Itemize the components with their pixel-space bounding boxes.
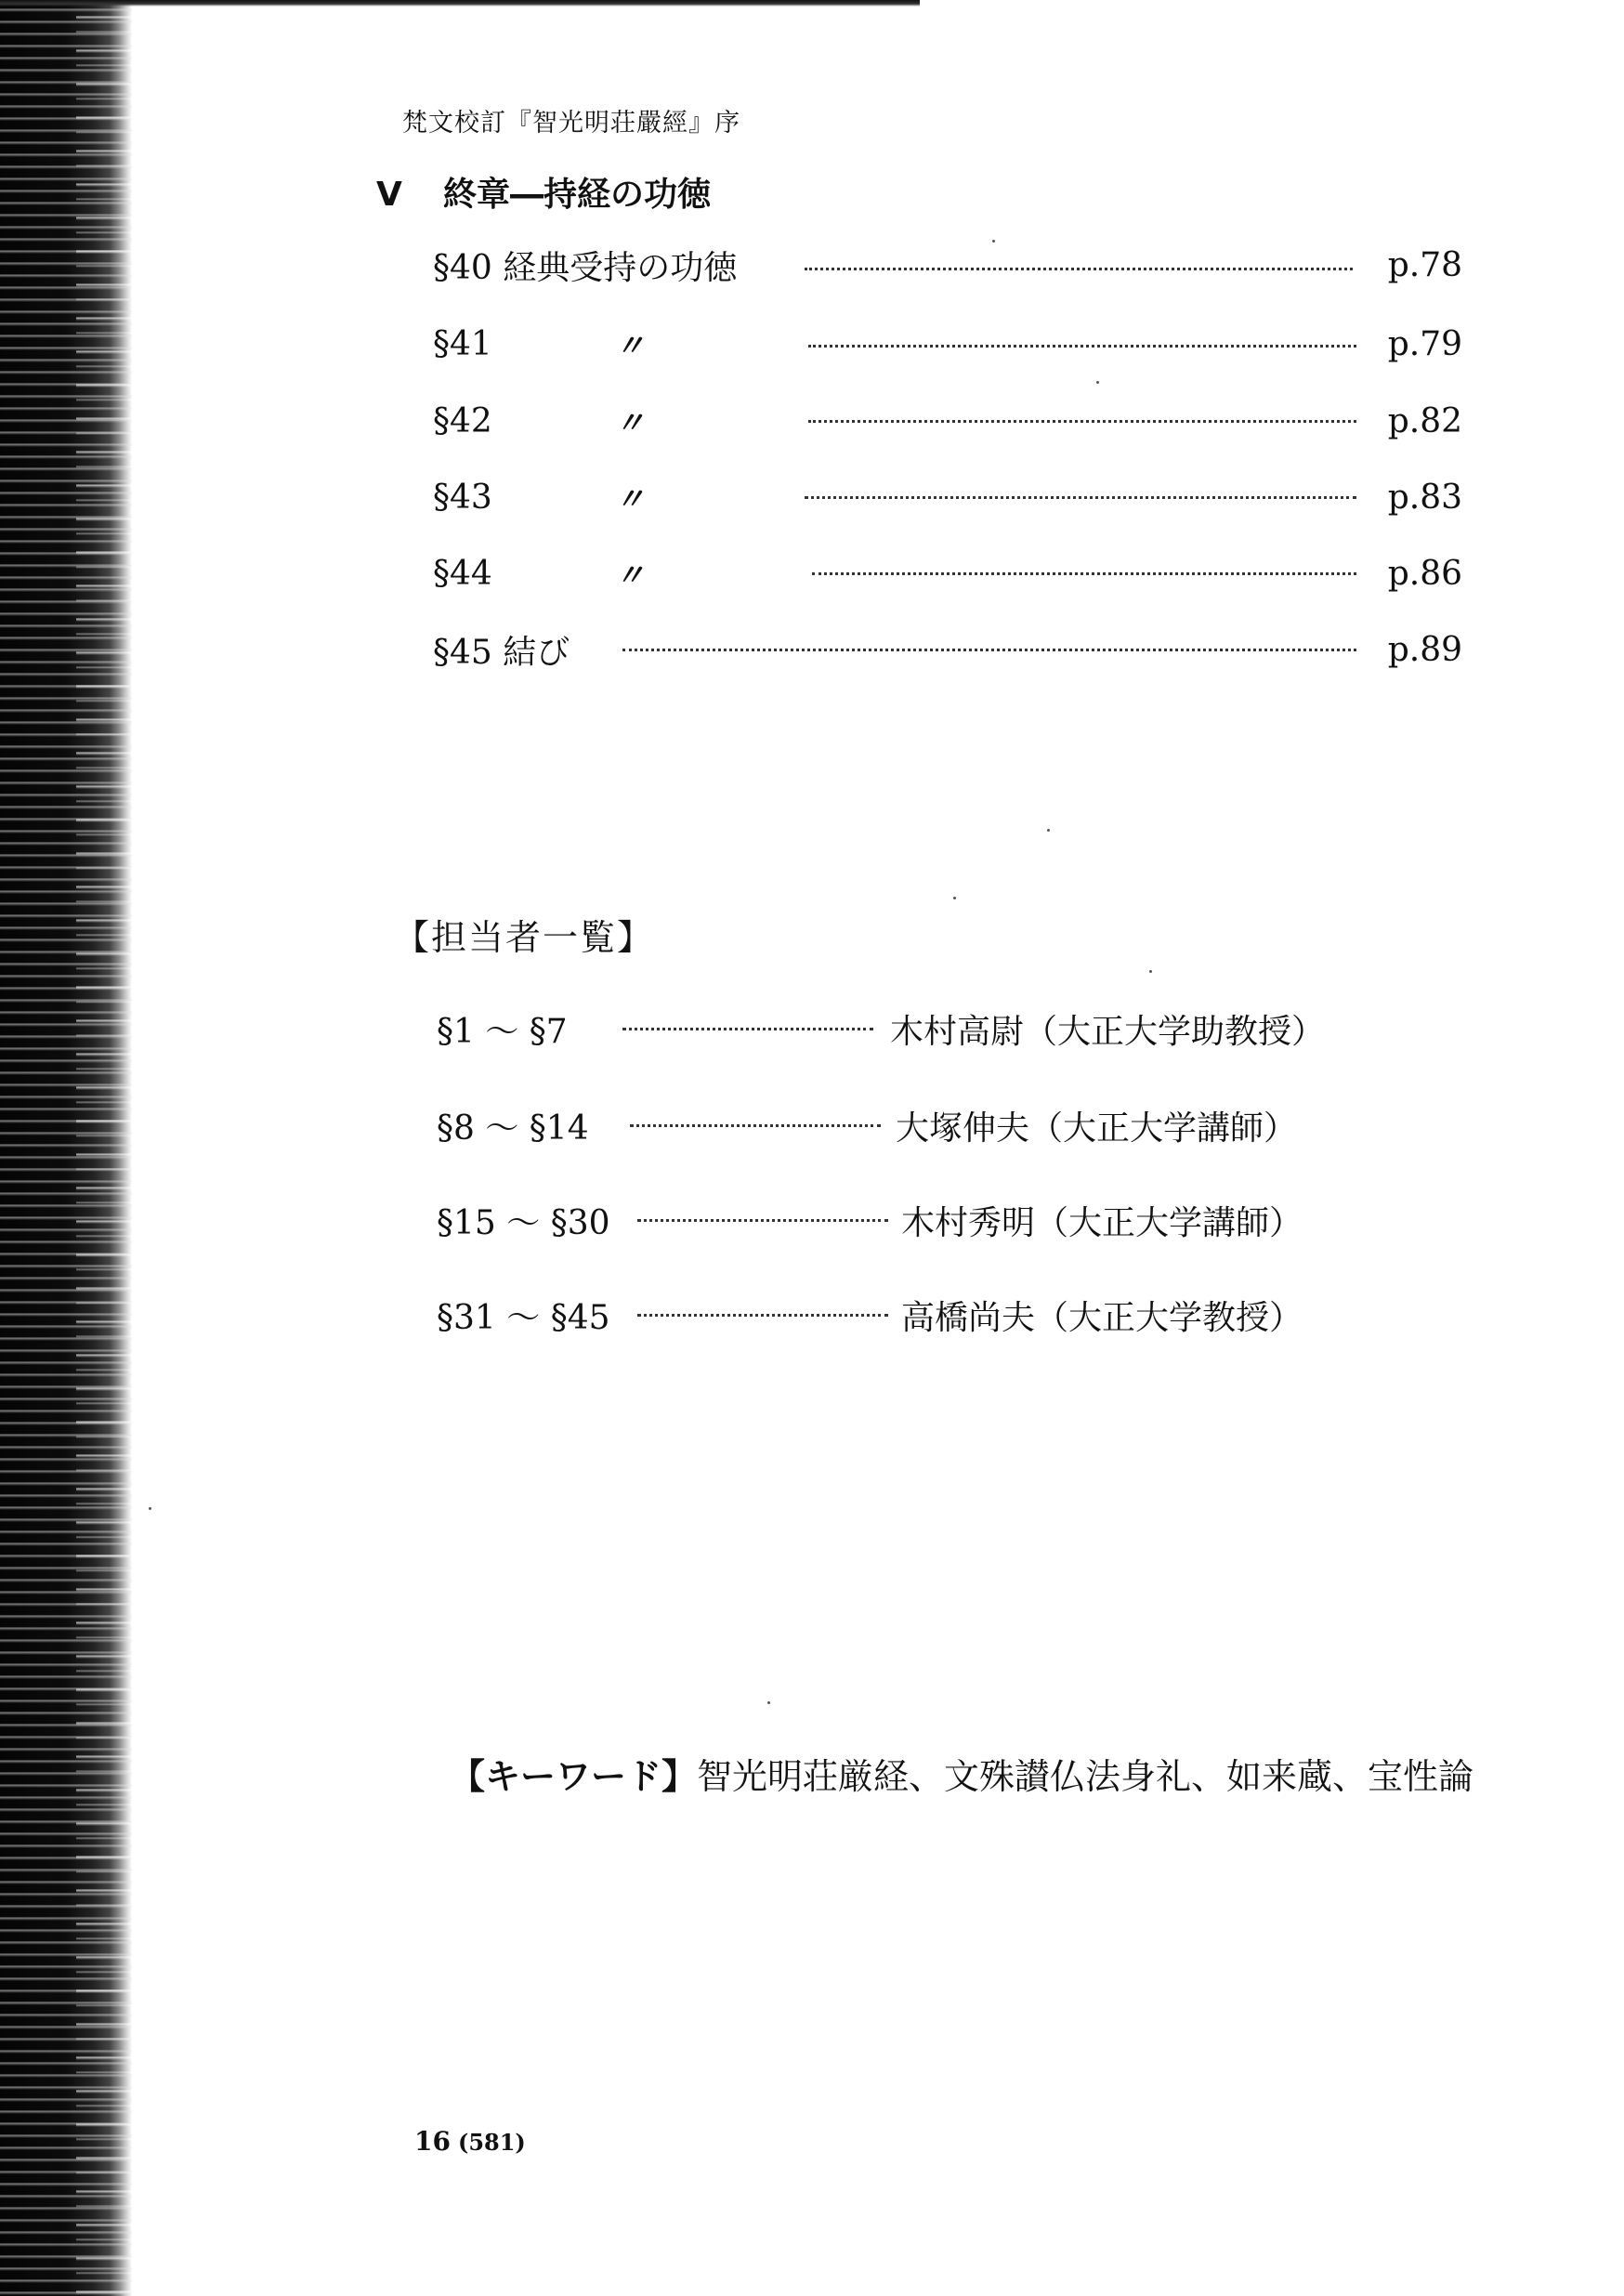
binding-scan-artifacts xyxy=(76,0,132,2296)
toc-row xyxy=(433,552,1462,595)
toc-page: p.79 xyxy=(1387,324,1462,363)
scan-speck xyxy=(1096,381,1099,384)
staff-row xyxy=(437,1197,1347,1241)
page-number-value: 16 xyxy=(414,2126,451,2157)
staff-range: §15 ～ §30 xyxy=(437,1204,610,1242)
keywords-label: 【キーワード】 xyxy=(450,1756,698,1797)
toc-leader-dots xyxy=(805,496,1356,499)
running-head: 梵文校訂『智光明荘嚴經』序 xyxy=(402,109,740,138)
staff-row xyxy=(437,1292,1347,1336)
toc-leader-dots xyxy=(808,345,1356,348)
chapter-heading xyxy=(376,168,711,216)
staff-leader-dots xyxy=(622,1028,873,1030)
staff-list-title: 【担当者一覧】 xyxy=(394,917,655,958)
toc-leader-dots xyxy=(805,268,1353,270)
page-number xyxy=(414,2126,526,2157)
toc-row xyxy=(433,628,1462,671)
staff-person: 木村秀明（大正大学講師） xyxy=(901,1204,1303,1242)
scan-speck xyxy=(149,1507,151,1510)
staff-row xyxy=(437,1102,1347,1147)
staff-leader-dots xyxy=(630,1124,881,1127)
staff-person: 大塚伸夫（大正大学講師） xyxy=(896,1109,1298,1148)
toc-page: p.83 xyxy=(1387,478,1462,517)
staff-person: 木村高尉（大正大学助教授） xyxy=(890,1013,1326,1051)
staff-range: §1 ～ §7 xyxy=(437,1013,568,1051)
toc-ditto: 〃 xyxy=(615,328,646,363)
staff-person: 高橋尚夫（大正大学教授） xyxy=(901,1299,1303,1337)
chapter-number: V xyxy=(376,176,402,214)
scan-speck xyxy=(1047,829,1050,832)
staff-leader-dots xyxy=(637,1219,888,1222)
toc-ditto: 〃 xyxy=(615,558,646,593)
staff-row xyxy=(437,1005,1347,1050)
page-top-edge xyxy=(0,0,920,7)
toc-row xyxy=(433,322,1462,365)
toc-leader-dots xyxy=(812,572,1356,575)
chapter-title: 終章―持経の功徳 xyxy=(443,176,712,214)
toc-page: p.82 xyxy=(1387,401,1462,440)
keywords-line xyxy=(450,1748,1473,1799)
staff-range: §31 ～ §45 xyxy=(437,1299,610,1337)
scan-speck xyxy=(953,897,956,899)
staff-leader-dots xyxy=(637,1314,888,1317)
keywords-text: 智光明荘厳経、文殊讃仏法身礼、如来蔵、宝性論 xyxy=(697,1756,1474,1797)
toc-ditto: 〃 xyxy=(615,405,646,440)
toc-row xyxy=(433,243,1462,286)
scan-speck xyxy=(767,1701,770,1704)
scan-speck xyxy=(1149,970,1152,973)
toc-page: p.89 xyxy=(1387,630,1462,669)
toc-row xyxy=(433,400,1462,442)
toc-section: §43 xyxy=(433,478,492,517)
toc-section: §45 結び xyxy=(433,633,570,672)
toc-ditto: 〃 xyxy=(615,481,646,517)
toc-page: p.86 xyxy=(1387,554,1462,593)
toc-section: §44 xyxy=(433,554,492,593)
toc-row xyxy=(433,476,1462,518)
original-page-number: (581) xyxy=(457,2129,526,2156)
staff-range: §8 ～ §14 xyxy=(437,1109,589,1148)
toc-section: §41 xyxy=(433,324,492,363)
toc-page: p.78 xyxy=(1387,245,1462,284)
toc-section: §42 xyxy=(433,401,492,440)
toc-leader-dots xyxy=(808,420,1356,423)
scan-speck xyxy=(992,240,995,243)
toc-leader-dots xyxy=(622,649,1356,651)
toc-section: §40 経典受持の功徳 xyxy=(433,248,738,287)
